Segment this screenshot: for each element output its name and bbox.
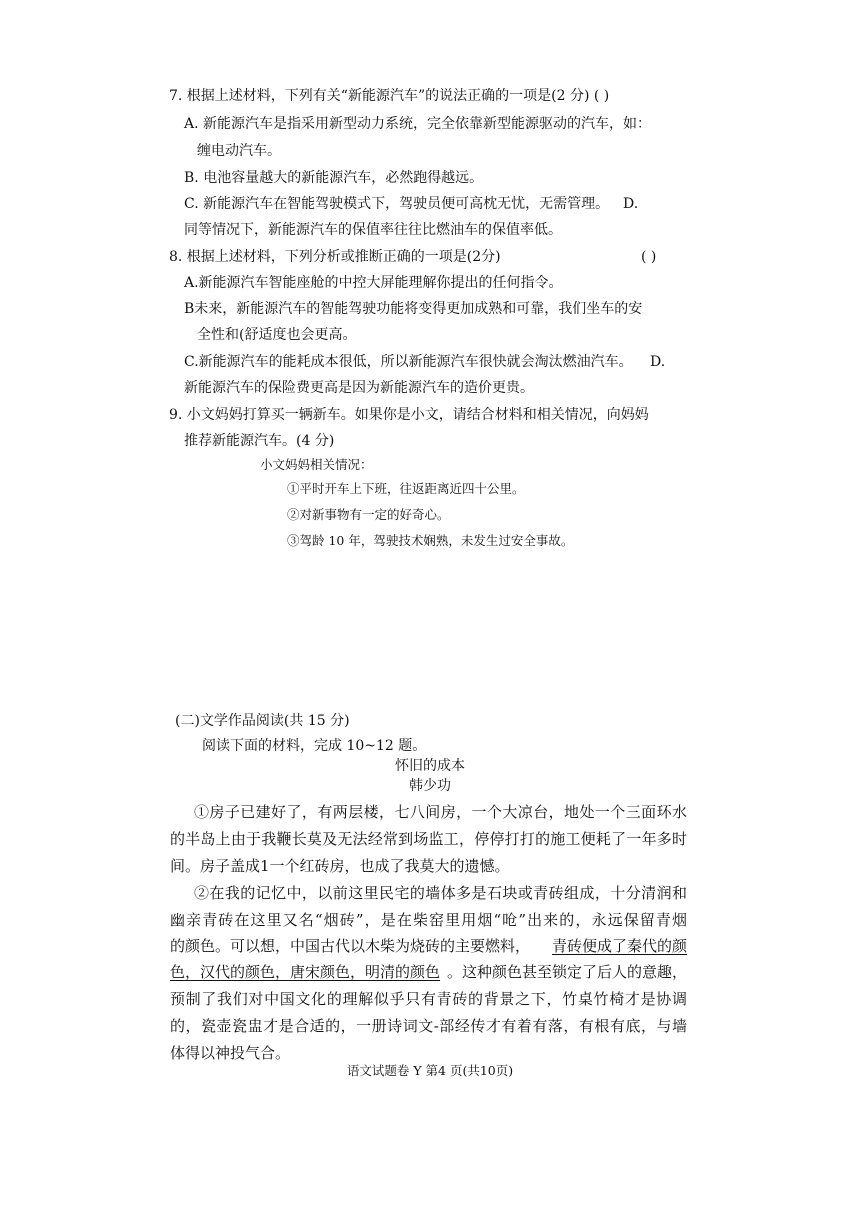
q7-stem: 7. 根据上述材料，下列有关“新能源汽车”的说法正确的一项是(2 分) ( ) xyxy=(169,88,610,104)
q7-option-b: B. 电池容量越大的新能源汽车，必然跑得越远。 xyxy=(184,170,484,186)
page-footer: 语文试题卷 Y 第4 页(共10页) xyxy=(346,1063,514,1078)
passage-p2-line: ②在我的记忆中，以前这里民宅的墙体多是石块或青砖组成，十分清润和 xyxy=(194,884,687,902)
passage-p1-line: 间。房子盖成1一个红砖房，也成了我莫大的遗憾。 xyxy=(170,857,510,875)
q8-option-d-label: D. xyxy=(650,354,666,370)
q9-info-item: ②对新事物有一定的好奇心。 xyxy=(287,507,450,522)
q8-option-d: 新能源汽车的保险费更高是因为新能源汽车的造价更贵。 xyxy=(184,380,534,396)
q7-option-d-label: D. xyxy=(623,196,639,212)
q9-info-item: ③驾龄 10 年，驾驶技术娴熟，未发生过安全事故。 xyxy=(287,533,574,548)
passage-title: 怀旧的成本 xyxy=(395,758,465,774)
underlined-sentence: 色，汉代的颜色，唐宋颜色，明清的颜色 xyxy=(170,963,441,981)
passage-p2-line: 体得以神投气合。 xyxy=(170,1044,291,1062)
underlined-sentence: 青砖便成了秦代的颜 xyxy=(551,937,687,955)
passage-text: 。这种颜色甚至锁定了后人的意趣， xyxy=(446,963,687,981)
q8-option-b: B未来，新能源汽车的智能驾驶功能将变得更加成熟和可靠，我们坐车的安 xyxy=(184,301,643,317)
q9-info-item: ①平时开车上下班，往返距离近四十公里。 xyxy=(287,481,525,496)
q7-option-d: 同等情况下，新能源汽车的保值率往往比燃油车的保值率低。 xyxy=(184,222,562,238)
section-heading: (二)文学作品阅读(共 15 分) xyxy=(175,713,350,729)
passage-p2-line: 幽亲青砖在这里又名“烟砖”，是在柴窑里用烟“呛”出来的，永远保留青烟 xyxy=(170,911,687,929)
passage-text: 的颜色。可以想，中国古代以木柴为烧砖的主要燃料， xyxy=(170,937,531,955)
q7-option-a: A. 新能源汽车是指采用新型动力系统，完全依靠新型能源驱动的汽车，如： xyxy=(184,116,652,132)
q8-answer-paren: ( ) xyxy=(641,249,657,265)
q9-info-title: 小文妈妈相关情况： xyxy=(260,457,373,472)
passage-p2-line-mixed xyxy=(170,936,687,956)
q9-stem: 9. 小文妈妈打算买一辆新车。如果你是小文，请结合材料和相关情况，向妈妈 xyxy=(169,407,649,423)
q9-stem-cont: 推荐新能源汽车。(4 分) xyxy=(184,433,335,449)
q7-option-c: C. 新能源汽车在智能驾驶模式下，驾驶员便可高枕无忧，无需管理。 xyxy=(184,196,610,212)
q8-stem: 8. 根据上述材料，下列分析或推断正确的一项是(2分) xyxy=(169,249,501,265)
passage-p2-line-mixed xyxy=(170,962,687,982)
passage-author: 韩少功 xyxy=(409,778,451,794)
passage-p2-line: 预制了我们对中国文化的理解似乎只有青砖的背景之下，竹桌竹椅才是协调 xyxy=(170,990,687,1008)
passage-p2-line: 的，瓷壶瓷盅才是合适的，一册诗词文-部经传才有着有落，有根有底，与墙 xyxy=(170,1017,687,1035)
q8-option-c: C.新能源汽车的能耗成本很低，所以新能源汽车很快就会淘汰燃油汽车。 xyxy=(184,354,633,370)
q8-option-b-cont: 全性和(舒适度也会更高。 xyxy=(197,327,357,343)
passage-p1-line: ①房子已建好了，有两层楼，七八间房，一个大凉台，地处一个三面环水 xyxy=(194,803,687,821)
passage-p1-line: 的半岛上由于我鞭长莫及无法经常到场监工，停停打打的施工便耗了一年多时 xyxy=(170,830,687,848)
section-instruction: 阅读下面的材料，完成 10~12 题。 xyxy=(202,738,427,754)
q8-option-a: A.新能源汽车智能座舱的中控大屏能理解你提出的任何指令。 xyxy=(184,275,563,291)
q7-option-a-cont: 缠电动汽车。 xyxy=(197,143,281,159)
